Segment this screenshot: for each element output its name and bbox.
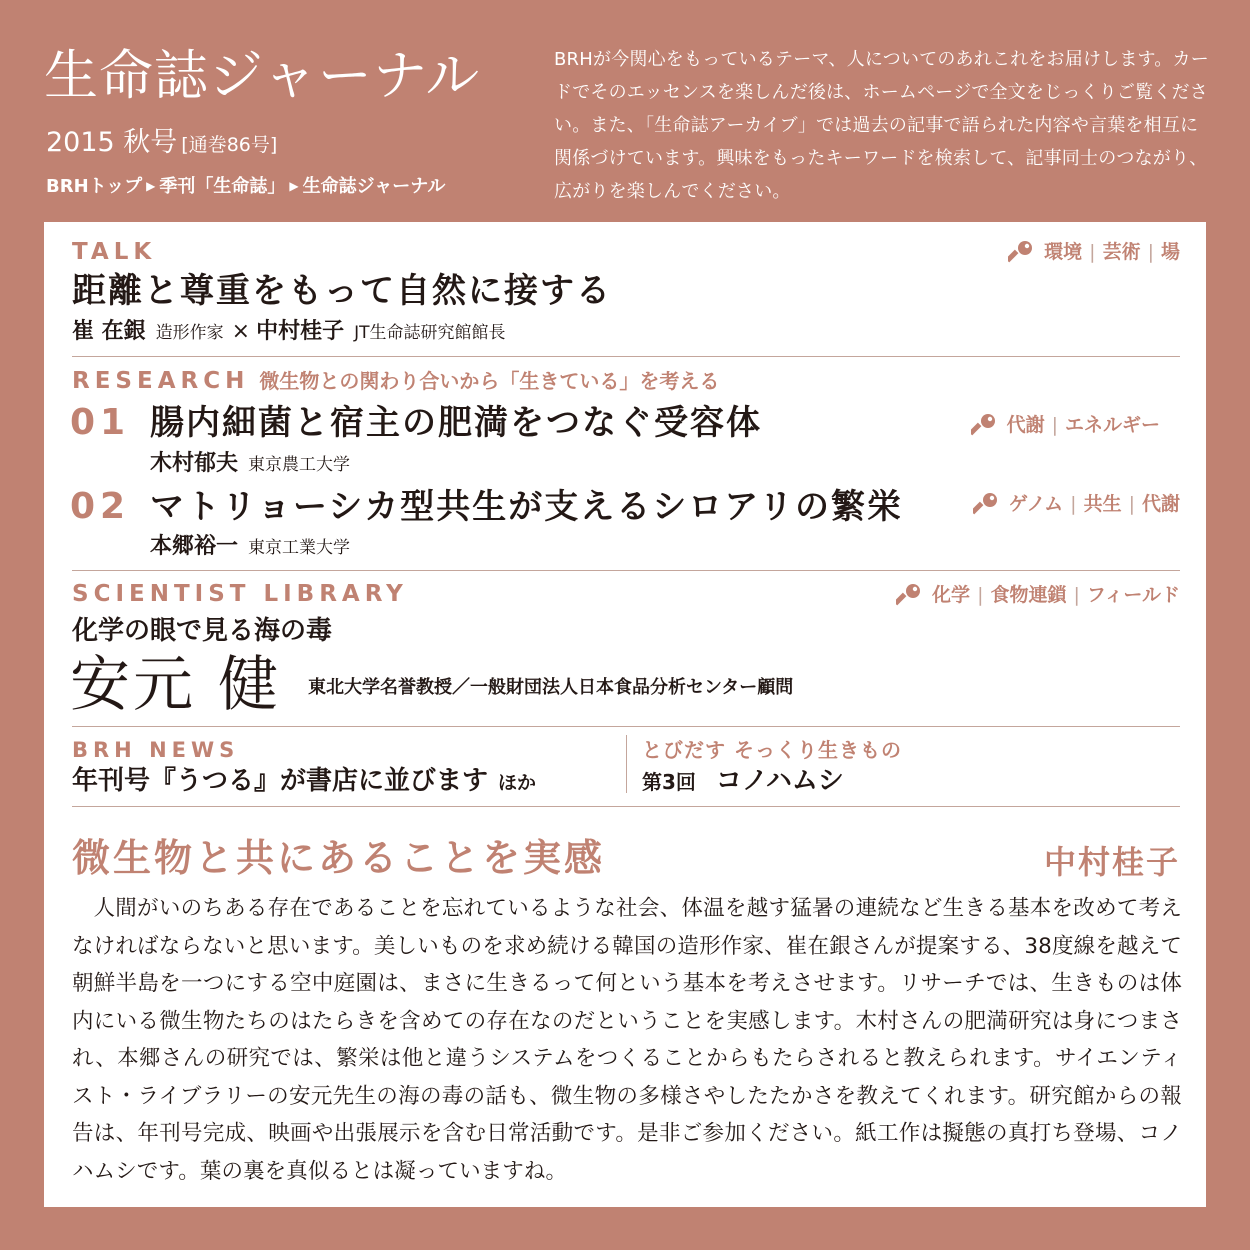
intro-text: BRHが今関心をもっているテーマ、人についてのあれこれをお届けします。カードでそのエッセンスを楽しんだ後は、ホームページで全文をじっくりご覧ください。また、「生命誌アーカイブ」では過去の記事で語られた内容や言葉を相互に関係づけています。興味をもったキーワードを検索して、記事同士のつながり、広がりを楽しんでください。	[554, 49, 1209, 202]
research-title-01[interactable]: 腸内細菌と宿主の肥満をつなぐ受容体	[150, 403, 762, 443]
keyword-link[interactable]: 代謝	[1141, 493, 1180, 515]
research-label-text: RESEARCH	[72, 368, 250, 394]
triangle-right-icon: ▶	[146, 179, 156, 193]
news-suffix: ほか	[498, 772, 537, 794]
news-headline[interactable]	[72, 764, 536, 800]
vertical-divider	[626, 735, 627, 793]
divider	[72, 726, 1180, 727]
research-number-02: 02	[70, 486, 131, 527]
breadcrumb	[46, 172, 445, 201]
talk-person-1: 崔 在銀	[72, 319, 146, 344]
cross-mark: ×	[231, 319, 251, 344]
author-name: 本郷裕一	[150, 534, 239, 559]
keyword-link[interactable]: 芸術	[1102, 241, 1141, 263]
key-icon	[896, 582, 922, 608]
issue-line	[46, 126, 277, 162]
talk-people	[72, 318, 506, 347]
library-keywords: 化学 | 食物連鎖 | フィールド	[896, 582, 1180, 608]
tobidasu-headline[interactable]	[642, 764, 844, 799]
keyword-link[interactable]: エネルギー	[1064, 414, 1160, 436]
research-subtitle: 微生物との関わり合いから「生きている」を考える	[259, 369, 720, 393]
keyword-link[interactable]: 食物連鎖	[990, 584, 1067, 606]
talk-keywords: 環境 | 芸術 | 場	[1008, 239, 1180, 265]
author-name: 木村郁夫	[150, 451, 239, 476]
talk-title[interactable]: 距離と尊重をもって自然に接する	[72, 271, 612, 311]
research-title-02[interactable]: マトリョーシカ型共生が支えるシロアリの繁栄	[150, 487, 903, 527]
tobidasu-title[interactable]: コノハムシ	[715, 766, 844, 796]
triangle-right-icon: ▶	[289, 179, 299, 193]
library-scientist-name[interactable]: 安元 健	[70, 650, 282, 720]
tobidasu-label: とびだす そっくり生きもの	[642, 738, 902, 762]
page-title: 生命誌ジャーナル	[44, 44, 481, 107]
breadcrumb-item-top[interactable]: BRHトップ	[46, 176, 143, 197]
author-affiliation: 東京農工大学	[248, 455, 351, 475]
volume-label: [通巻86号]	[181, 134, 278, 156]
talk-person-1-affiliation: 造形作家	[155, 323, 224, 343]
essay-title: 微生物と共にあることを実感	[72, 836, 606, 880]
research-label	[72, 367, 719, 395]
essay-body: 人間がいのちある存在であることを忘れているような社会、体温を越す猛暑の連続など生きる基本を改めて考えなければならないと思います。美しいものを求め続ける韓国の造形作家、崔在銀さんが提案する、38度線を越えて朝鮮半島を一つにする空中庭園は、まさに生きるって何という基本を考えさせます。リサーチでは、生きものは体内にいる微生物たちのはたらきを含めての存在なのだということを実感します。木村さんの肥満研究は身につまされ、本郷さんの研究では、繁栄は他と違うシステムをつくることからもたらされると教えられます。サイエンティスト・ライブラリーの安元先生の海の毒の話も、微生物の多様さやしたたかさを教えてくれます。研究館からの報告は、年刊号完成、映画や出張展示を含む日常活動です。是非ご参加ください。紙工作は擬態の真打ち登場、コノハムシです。葉の裏を真似るとは凝っていますね。	[72, 896, 1182, 1184]
divider	[72, 806, 1180, 807]
news-title[interactable]: 年刊号『うつる』が書店に並びます	[72, 766, 489, 796]
library-label: SCIENTIST LIBRARY	[72, 581, 408, 607]
content-panel	[44, 222, 1206, 1207]
issue-label: 2015 秋号	[46, 127, 178, 158]
research-number-01: 01	[70, 402, 131, 443]
research-keywords-02: ゲノム | 共生 | 代謝	[973, 491, 1180, 517]
breadcrumb-item-quarterly[interactable]: 季刊「生命誌」	[159, 176, 286, 197]
library-title[interactable]: 化学の眼で見る海の毒	[72, 616, 333, 646]
keyword-link[interactable]: 環境	[1044, 241, 1083, 263]
essay-author: 中村桂子	[1043, 843, 1180, 881]
header	[0, 0, 1250, 222]
author-affiliation: 東京工業大学	[248, 538, 351, 558]
breadcrumb-item-journal[interactable]: 生命誌ジャーナル	[302, 176, 446, 197]
keyword-link[interactable]: 代謝	[1006, 414, 1045, 436]
talk-person-2: 中村桂子	[256, 319, 345, 344]
library-affiliation: 東北大学名誉教授／一般財団法人日本食品分析センター顧問	[308, 677, 794, 698]
talk-person-2-affiliation: JT生命誌研究館館長	[354, 323, 506, 343]
key-icon	[1008, 239, 1034, 265]
keyword-link[interactable]: フィールド	[1086, 584, 1180, 606]
tobidasu-episode: 第3回	[642, 770, 696, 794]
keyword-link[interactable]: ゲノム	[1008, 493, 1064, 515]
divider	[72, 570, 1180, 571]
key-icon	[973, 491, 999, 517]
research-keywords-01: 代謝 | エネルギー	[971, 412, 1160, 438]
keyword-link[interactable]: 共生	[1083, 493, 1122, 515]
keyword-link[interactable]: 場	[1160, 241, 1180, 263]
research-author-02	[150, 533, 350, 562]
talk-label: TALK	[72, 239, 157, 265]
news-label: BRH NEWS	[72, 738, 240, 762]
divider	[72, 356, 1180, 357]
key-icon	[971, 412, 997, 438]
keyword-link[interactable]: 化学	[932, 584, 971, 606]
research-author-01	[150, 450, 350, 479]
